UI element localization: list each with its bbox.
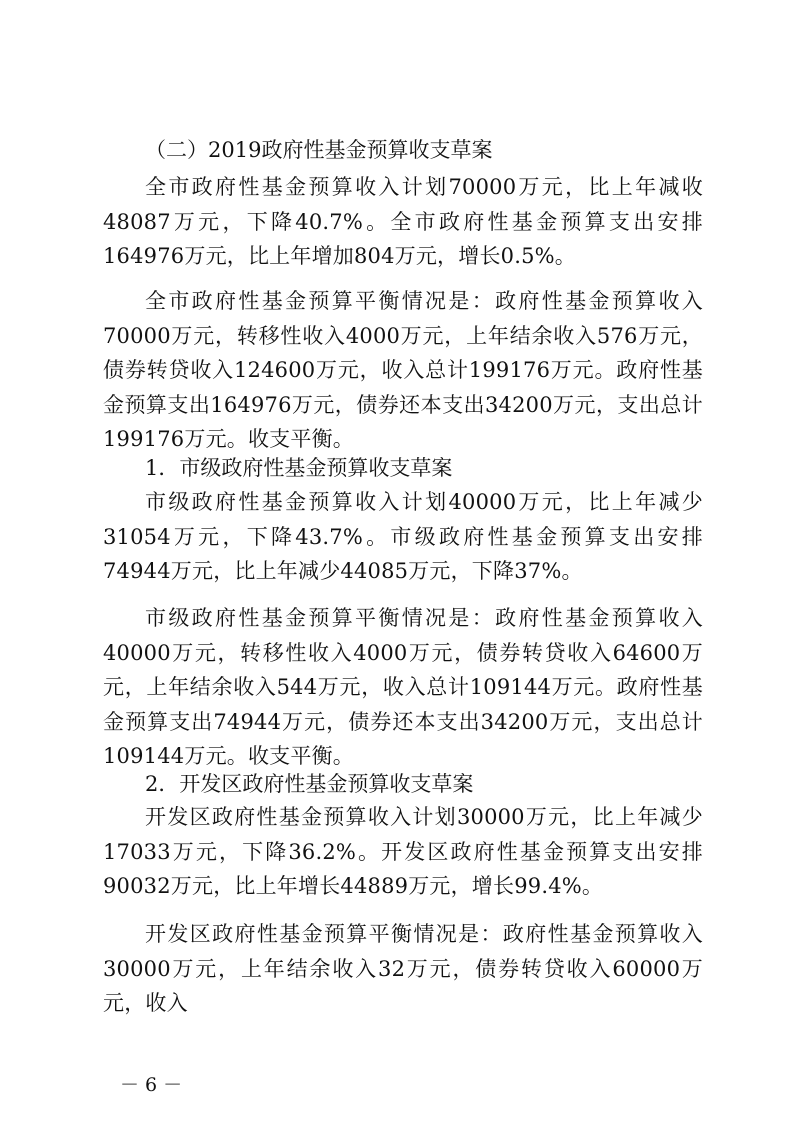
paragraph-city-level-balance: 市级政府性基金预算平衡情况是：政府性基金预算收入40000万元，转移性收入4000万元，债券转贷收入64600万元，上年结余收入544万元，收入总计109144万元。政府性基金预算支出74944万元，债券还本支出34200万元，支出总计109144万元。收支平衡。 — [103, 606, 703, 768]
page-number: － 6 － — [120, 1074, 183, 1096]
section-heading: （二）2019政府性基金预算收支草案 — [145, 138, 493, 162]
paragraph-development-zone-summary: 开发区政府性基金预算收入计划30000万元，比上年减少17033万元，下降36.2%。开发区政府性基金预算支出安排90032万元，比上年增长44889万元，增长99.4%。 — [103, 805, 703, 898]
subheading-city-level: 1．市级政府性基金预算收支草案 — [145, 456, 453, 480]
paragraph-city-level-summary: 市级政府性基金预算收入计划40000万元，比上年减少31054万元，下降43.7%。市级政府性基金预算支出安排74944万元，比上年减少44085万元，下降37%。 — [103, 490, 703, 583]
subheading-development-zone: 2．开发区政府性基金预算收支草案 — [145, 772, 474, 796]
paragraph-city-total-balance: 全市政府性基金预算平衡情况是：政府性基金预算收入70000万元，转移性收入4000万元，上年结余收入576万元，债券转贷收入124600万元，收入总计199176万元。政府性基金预算支出164976万元，债券还本支出34200万元，支出总计199176万元。收支平衡。 — [103, 289, 703, 451]
paragraph-development-zone-balance: 开发区政府性基金预算平衡情况是：政府性基金预算收入30000万元，上年结余收入32万元，债券转贷收入60000万元，收入 — [103, 922, 703, 1015]
paragraph-city-total-summary: 全市政府性基金预算收入计划70000万元，比上年减收48087万元，下降40.7%。全市政府性基金预算支出安排164976万元，比上年增加804万元，增长0.5%。 — [103, 175, 703, 268]
